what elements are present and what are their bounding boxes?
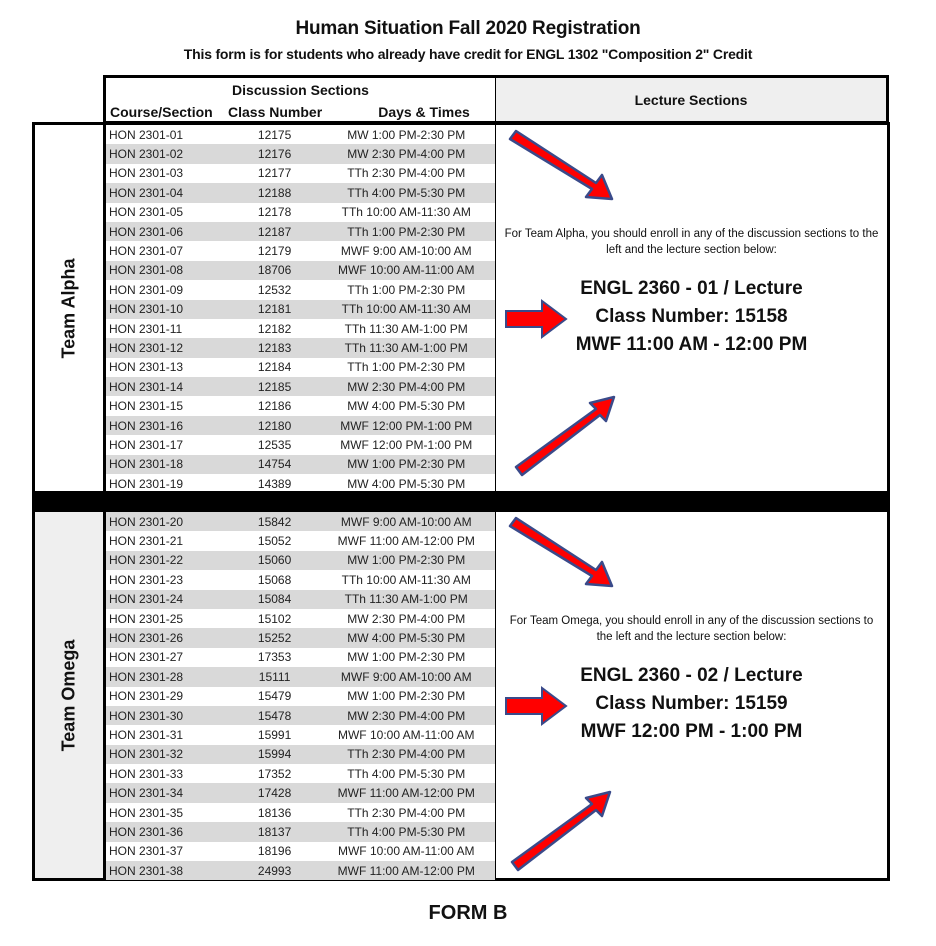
lecture-class-number: Class Number: 15158 [595, 306, 788, 327]
course-cell: HON 2301-03 [109, 166, 184, 181]
table-row [106, 861, 495, 880]
table-row [106, 280, 495, 299]
days-times-cell: TTh 10:00 AM-11:30 AM [341, 205, 471, 220]
table-row [106, 648, 495, 667]
table-row [106, 725, 495, 744]
course-cell: HON 2301-21 [109, 534, 184, 549]
table-row [106, 358, 495, 377]
course-cell: HON 2301-16 [109, 418, 184, 433]
lecture-details [496, 275, 887, 359]
team-omega-block [32, 509, 890, 881]
table-row [106, 628, 495, 647]
table-row [106, 144, 495, 163]
table-row [106, 455, 495, 474]
class-number-cell: 18137 [257, 824, 292, 839]
table-row [106, 590, 495, 609]
table-row [106, 396, 495, 415]
course-cell: HON 2301-36 [109, 824, 184, 839]
table-row [106, 338, 495, 357]
lecture-details [496, 662, 887, 746]
days-times-cell: MW 1:00 PM-2:30 PM [347, 689, 466, 704]
class-number-cell: 15252 [257, 631, 292, 646]
course-cell: HON 2301-34 [109, 786, 184, 801]
class-number-cell: 12180 [257, 418, 292, 433]
class-number-cell: 12184 [257, 360, 292, 375]
class-number-cell: 12178 [257, 205, 292, 220]
class-number-cell: 17352 [257, 766, 292, 781]
team-alpha-block [32, 122, 890, 494]
class-number-cell: 18136 [257, 805, 292, 820]
table-row [106, 300, 495, 319]
days-times-cell: MW 2:30 PM-4:00 PM [347, 708, 466, 723]
class-number-cell: 15060 [257, 553, 292, 568]
class-number-cell: 18196 [257, 844, 292, 859]
days-times-cell: MW 2:30 PM-4:00 PM [347, 379, 466, 394]
course-cell: HON 2301-20 [109, 514, 184, 529]
form-label: FORM B [428, 902, 508, 924]
table-row [106, 164, 495, 183]
course-cell: HON 2301-38 [109, 863, 184, 878]
lecture-sections-title: Lecture Sections [634, 91, 748, 108]
days-times-cell: MW 4:00 PM-5:30 PM [347, 476, 466, 491]
course-cell: HON 2301-15 [109, 399, 184, 414]
class-number-cell: 24993 [257, 863, 292, 878]
table-row [106, 261, 495, 280]
course-cell: HON 2301-17 [109, 437, 184, 452]
course-cell: HON 2301-04 [109, 185, 184, 200]
course-cell: HON 2301-31 [109, 727, 184, 742]
days-times-cell: TTh 2:30 PM-4:00 PM [347, 166, 466, 181]
days-times-cell: MWF 9:00 AM-10:00 AM [340, 669, 472, 684]
days-times-cell: MW 4:00 PM-5:30 PM [347, 631, 466, 646]
table-row [106, 551, 495, 570]
team-omega-lecture-panel [496, 512, 887, 878]
arrow-up-right-icon [514, 393, 618, 477]
days-times-cell: TTh 11:30 AM-1:00 PM [344, 321, 468, 336]
days-times-cell: MWF 10:00 AM-11:00 AM [337, 844, 475, 859]
class-number-cell: 12185 [257, 379, 292, 394]
course-cell: HON 2301-18 [109, 457, 184, 472]
days-times-cell: TTh 2:30 PM-4:00 PM [347, 747, 466, 762]
lecture-course: ENGL 2360 - 01 / Lecture [580, 278, 803, 299]
class-number-cell: 14754 [257, 457, 292, 472]
arrow-up-right-icon [510, 788, 614, 872]
column-header-course: Course/Section [110, 104, 213, 120]
table-row [106, 319, 495, 338]
class-number-cell: 15068 [257, 572, 292, 587]
class-number-cell: 18706 [257, 263, 292, 278]
days-times-cell: MW 2:30 PM-4:00 PM [347, 611, 466, 626]
class-number-cell: 15842 [257, 514, 292, 529]
team-alpha-lecture-panel [496, 125, 887, 491]
course-cell: HON 2301-12 [109, 340, 184, 355]
course-cell: HON 2301-02 [109, 147, 184, 162]
days-times-cell: MWF 11:00 AM-12:00 PM [337, 534, 475, 549]
team-alpha-label [35, 125, 106, 491]
course-cell: HON 2301-30 [109, 708, 184, 723]
table-row [106, 377, 495, 396]
class-number-cell: 12186 [257, 399, 292, 414]
class-number-cell: 15052 [257, 534, 292, 549]
days-times-cell: MWF 12:00 PM-1:00 PM [340, 418, 473, 433]
lecture-instructions: For Team Alpha, you should enroll in any of the discussion sections to the left and the lecture section below: [504, 228, 879, 256]
days-times-cell: MWF 9:00 AM-10:00 AM [340, 244, 472, 259]
class-number-cell: 15102 [257, 611, 292, 626]
class-number-cell: 15084 [257, 592, 292, 607]
table-row [106, 512, 495, 531]
course-cell: HON 2301-28 [109, 669, 184, 684]
course-cell: HON 2301-27 [109, 650, 184, 665]
table-row [106, 531, 495, 550]
days-times-cell: MW 1:00 PM-2:30 PM [347, 650, 466, 665]
course-cell: HON 2301-10 [109, 302, 184, 317]
team-alpha-sections-table [106, 125, 496, 493]
class-number-cell: 12535 [257, 437, 292, 452]
table-row [106, 803, 495, 822]
days-times-cell: MW 1:00 PM-2:30 PM [347, 127, 466, 142]
class-number-cell: 12182 [257, 321, 292, 336]
class-number-cell: 12183 [257, 340, 292, 355]
class-number-cell: 12188 [257, 185, 292, 200]
course-cell: HON 2301-24 [109, 592, 184, 607]
course-cell: HON 2301-08 [109, 263, 184, 278]
table-row [106, 745, 495, 764]
table-row [106, 570, 495, 589]
table-row [106, 609, 495, 628]
table-row [106, 474, 495, 493]
page-title: Human Situation Fall 2020 Registration [295, 18, 641, 39]
course-cell: HON 2301-07 [109, 244, 184, 259]
arrow-down-right-icon [504, 129, 616, 201]
course-cell: HON 2301-06 [109, 224, 184, 239]
course-cell: HON 2301-32 [109, 747, 184, 762]
class-number-cell: 12179 [257, 244, 292, 259]
arrow-down-right-icon [504, 516, 616, 588]
team-name: Team Omega [58, 639, 79, 751]
days-times-cell: MW 1:00 PM-2:30 PM [347, 553, 466, 568]
table-row [106, 222, 495, 241]
class-number-cell: 12532 [257, 282, 292, 297]
class-number-cell: 17353 [257, 650, 292, 665]
table-row [106, 241, 495, 260]
team-omega-sections-table [106, 512, 496, 880]
lecture-sections-header [495, 75, 889, 124]
class-number-cell: 15991 [257, 727, 292, 742]
class-number-cell: 12187 [257, 224, 292, 239]
course-cell: HON 2301-11 [109, 321, 183, 336]
table-row [106, 416, 495, 435]
course-cell: HON 2301-09 [109, 282, 184, 297]
days-times-cell: TTh 4:00 PM-5:30 PM [347, 824, 466, 839]
course-cell: HON 2301-05 [109, 205, 184, 220]
course-cell: HON 2301-26 [109, 631, 184, 646]
course-cell: HON 2301-35 [109, 805, 184, 820]
course-cell: HON 2301-33 [109, 766, 184, 781]
class-number-cell: 15479 [257, 689, 292, 704]
days-times-cell: MWF 11:00 AM-12:00 PM [337, 863, 475, 878]
class-number-cell: 17428 [257, 786, 292, 801]
days-times-cell: TTh 10:00 AM-11:30 AM [341, 302, 471, 317]
course-cell: HON 2301-01 [109, 127, 184, 142]
course-cell: HON 2301-13 [109, 360, 184, 375]
class-number-cell: 12176 [257, 147, 292, 162]
column-header-days-times: Days & Times [378, 104, 470, 120]
course-cell: HON 2301-37 [109, 844, 184, 859]
table-row [106, 435, 495, 454]
table-row [106, 687, 495, 706]
days-times-cell: TTh 1:00 PM-2:30 PM [347, 282, 466, 297]
days-times-cell: TTh 1:00 PM-2:30 PM [347, 360, 466, 375]
course-cell: HON 2301-25 [109, 611, 184, 626]
course-cell: HON 2301-29 [109, 689, 184, 704]
class-number-cell: 15478 [257, 708, 292, 723]
table-row [106, 842, 495, 861]
days-times-cell: MWF 12:00 PM-1:00 PM [340, 437, 473, 452]
lecture-class-number: Class Number: 15159 [595, 693, 788, 714]
course-cell: HON 2301-23 [109, 572, 184, 587]
days-times-cell: MWF 9:00 AM-10:00 AM [340, 514, 472, 529]
days-times-cell: MWF 10:00 AM-11:00 AM [337, 727, 475, 742]
lecture-days-times: MWF 12:00 PM - 1:00 PM [580, 721, 803, 742]
days-times-cell: TTh 4:00 PM-5:30 PM [347, 185, 466, 200]
table-row [106, 203, 495, 222]
days-times-cell: MWF 10:00 AM-11:00 AM [337, 263, 475, 278]
table-row [106, 822, 495, 841]
class-number-cell: 12177 [257, 166, 292, 181]
table-row [106, 125, 495, 144]
days-times-cell: TTh 11:30 AM-1:00 PM [344, 340, 468, 355]
class-number-cell: 12181 [257, 302, 292, 317]
lecture-days-times: MWF 11:00 AM - 12:00 PM [575, 334, 808, 355]
course-cell: HON 2301-14 [109, 379, 184, 394]
days-times-cell: MW 1:00 PM-2:30 PM [347, 457, 466, 472]
table-row [106, 764, 495, 783]
table-row [106, 783, 495, 802]
table-row [106, 183, 495, 202]
lecture-course: ENGL 2360 - 02 / Lecture [580, 665, 803, 686]
days-times-cell: MW 2:30 PM-4:00 PM [347, 147, 466, 162]
column-header-class-number: Class Number [228, 104, 323, 120]
page-subtitle: This form is for students who already have credit for ENGL 1302 "Composition 2" Credit [183, 46, 753, 62]
days-times-cell: TTh 11:30 AM-1:00 PM [344, 592, 468, 607]
course-cell: HON 2301-19 [109, 476, 184, 491]
table-row [106, 667, 495, 686]
days-times-cell: TTh 4:00 PM-5:30 PM [347, 766, 466, 781]
discussion-sections-header [103, 75, 496, 124]
days-times-cell: TTh 1:00 PM-2:30 PM [347, 224, 466, 239]
discussion-sections-title: Discussion Sections [232, 82, 369, 98]
lecture-instructions: For Team Omega, you should enroll in any of the discussion sections to the left and the lecture section below: [509, 615, 874, 643]
class-number-cell: 15994 [257, 747, 292, 762]
team-name: Team Alpha [58, 257, 79, 359]
table-row [106, 706, 495, 725]
course-cell: HON 2301-22 [109, 553, 184, 568]
days-times-cell: TTh 10:00 AM-11:30 AM [341, 572, 471, 587]
class-number-cell: 12175 [257, 127, 292, 142]
team-omega-label [35, 512, 106, 878]
days-times-cell: MWF 11:00 AM-12:00 PM [337, 786, 475, 801]
days-times-cell: MW 4:00 PM-5:30 PM [347, 399, 466, 414]
days-times-cell: TTh 2:30 PM-4:00 PM [347, 805, 466, 820]
class-number-cell: 14389 [257, 476, 292, 491]
class-number-cell: 15111 [258, 669, 291, 684]
